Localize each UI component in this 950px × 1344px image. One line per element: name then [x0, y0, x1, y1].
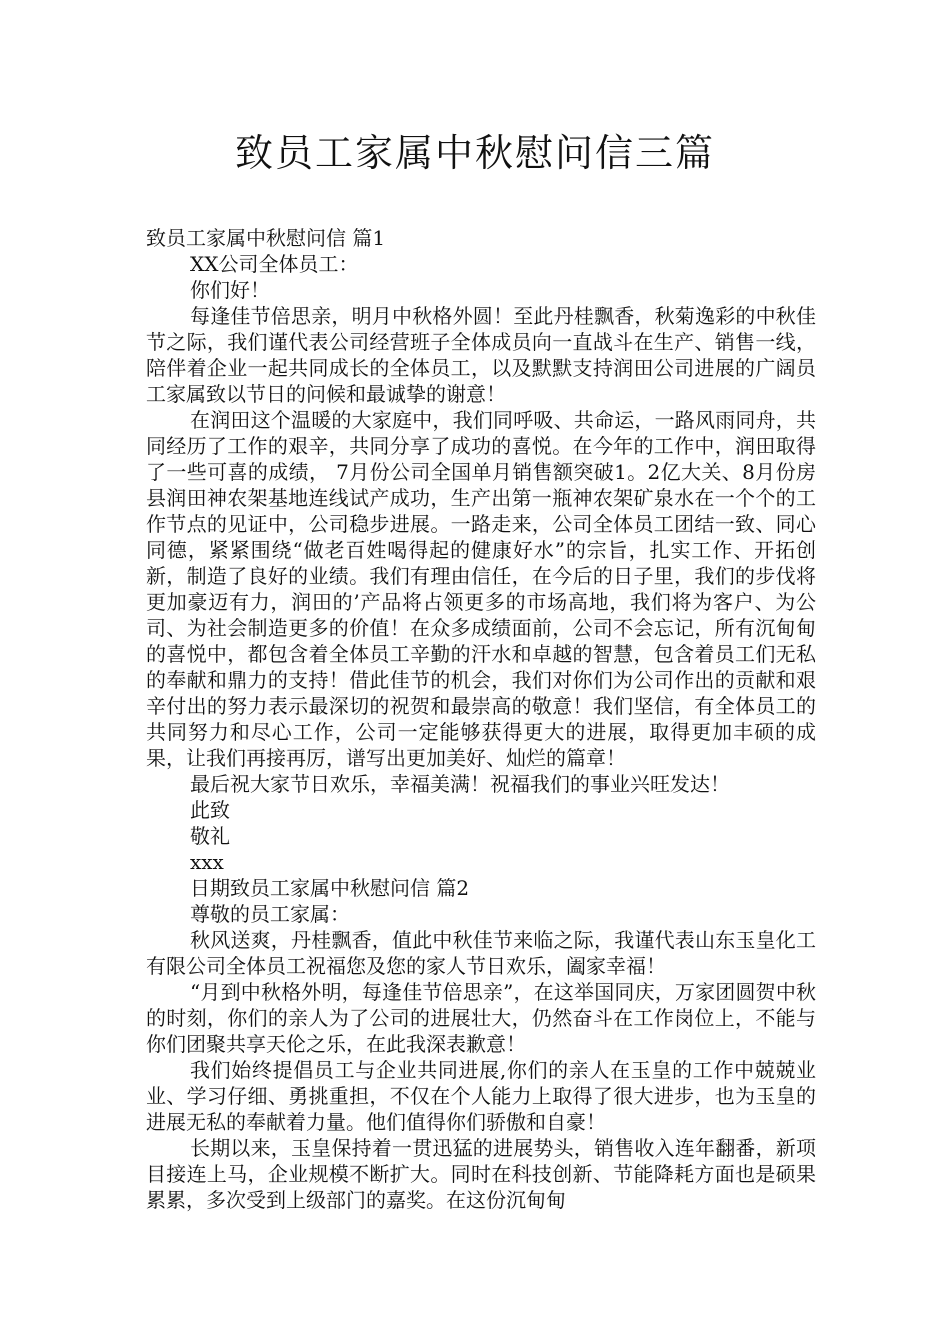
- paragraph: 长期以来，玉皇保持着一贯迅猛的进展势头，销售收入连年翻番，新项目接连上马，企业规模不断扩大。同时在科技创新、节能降耗方面也是硕果累累，多次受到上级部门的嘉奖。在这份沉甸甸: [146, 1136, 816, 1212]
- paragraph: 日期致员工家属中秋慰问信 篇2: [190, 876, 470, 900]
- paragraph: 敬礼: [190, 824, 230, 848]
- paragraph: xxx: [190, 850, 224, 874]
- paragraph: 致员工家属中秋慰问信 篇1: [146, 226, 386, 250]
- paragraph: 最后祝大家节日欢乐，幸福美满！祝福我们的事业兴旺发达！: [190, 772, 730, 796]
- paragraph: “月到中秋格外明，每逢佳节倍思亲”，在这举国同庆，万家团圆贺中秋的时刻，你们的亲人为了公司的进展壮大，仍然奋斗在工作岗位上，不能与你们团聚共享天伦之乐，在此我深表歉意！: [146, 980, 816, 1056]
- paragraph: 尊敬的员工家属：: [190, 902, 350, 926]
- paragraph: 你们好！: [190, 278, 270, 302]
- document-title: 致员工家属中秋慰问信三篇: [234, 131, 715, 175]
- paragraph: 秋风送爽，丹桂飘香，值此中秋佳节来临之际，我谨代表山东玉皇化工有限公司全体员工祝福您及您的家人节日欢乐，阖家幸福！: [146, 928, 816, 978]
- paragraph: 每逢佳节倍思亲，明月中秋格外圆！至此丹桂飘香，秋菊逸彩的中秋佳节之际，我们谨代表公司经营班子全体成员向一直战斗在生产、销售一线，陪伴着企业一起共同成长的全体员工，以及默默支持润田公司进展的广阔员工家属致以节日的问候和最诚挚的谢意！: [146, 304, 816, 406]
- document-body: [146, 225, 816, 1213]
- paragraph: 在润田这个温暖的大家庭中，我们同呼吸、共命运，一路风雨同舟，共同经历了工作的艰辛，共同分享了成功的喜悦。在今年的工作中，润田取得了一些可喜的成绩， 7月份公司全国单月销售额突破1。2亿大关、8月份房县润田神农架基地连线试产成功，生产出第一瓶神农架矿泉水在一个个的工作节点的见证中，公司稳步进展。一路走来，公司全体员工团结一致、同心同德，紧紧围绕“做老百姓喝得起的健康好水”的宗旨，扎实工作、开拓创新，制造了良好的业绩。我们有理由信任，在今后的日子里，我们的步伐将更加豪迈有力，润田的’产品将占领更多的市场高地，我们将为客户、为公司、为社会制造更多的价值！在众多成绩面前，公司不会忘记，所有沉甸甸的喜悦中，都包含着全体员工辛勤的汗水和卓越的智慧，包含着员工们无私的奉献和鼎力的支持！借此佳节的机会，我们对你们为公司作出的贡献和艰辛付出的努力表示最深切的祝贺和最崇高的敬意！我们坚信，有全体员工的共同努力和尽心工作，公司一定能够获得更大的进展，取得更加丰硕的成果，让我们再接再厉，谱写出更加美好、灿烂的篇章！: [146, 408, 816, 770]
- paragraph: XX公司全体员工：: [190, 252, 359, 276]
- paragraph: 此致: [190, 798, 230, 822]
- paragraph: 我们始终提倡员工与企业共同进展,你们的亲人在玉皇的工作中兢兢业业、学习仔细、勇挑重担，不仅在个人能力上取得了很大进步，也为玉皇的进展无私的奉献着力量。他们值得你们骄傲和自豪！: [146, 1058, 816, 1134]
